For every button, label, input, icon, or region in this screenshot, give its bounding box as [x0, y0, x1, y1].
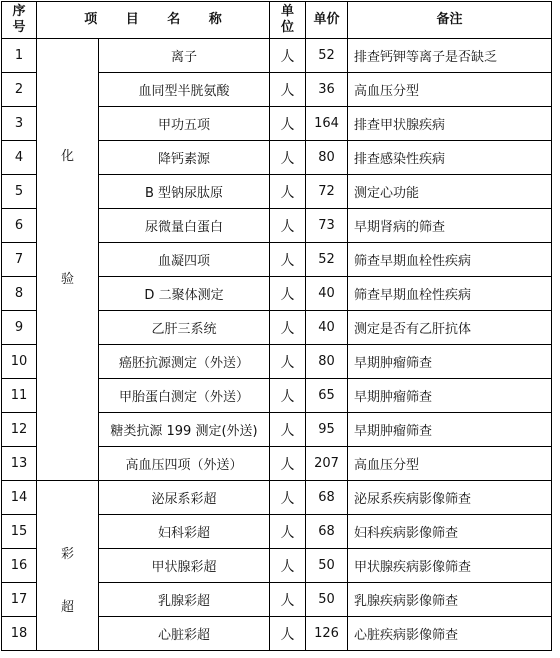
price-cell: 126: [306, 617, 348, 651]
price-cell: 40: [306, 277, 348, 311]
item-name: 糖类抗源 199 测定(外送): [99, 413, 270, 447]
note-cell: 高血压分型: [348, 73, 552, 107]
note-cell: 早期肿瘤筛查: [348, 345, 552, 379]
unit-cell: 人: [270, 175, 306, 209]
price-cell: 50: [306, 549, 348, 583]
category-char: 超: [60, 599, 74, 615]
note-cell: 甲状腺疾病影像筛查: [348, 549, 552, 583]
item-name: 离子: [99, 39, 270, 73]
item-name: 高血压四项（外送）: [99, 447, 270, 481]
item-name: 乙肝三系统: [99, 311, 270, 345]
row-number: 17: [2, 583, 37, 617]
unit-cell: 人: [270, 141, 306, 175]
item-name: B 型钠尿肽原: [99, 175, 270, 209]
item-name: 血同型半胱氨酸: [99, 73, 270, 107]
note-cell: 测定心功能: [348, 175, 552, 209]
price-table: [1, 1, 552, 651]
row-number: 15: [2, 515, 37, 549]
note-cell: 筛查早期血栓性疾病: [348, 277, 552, 311]
unit-cell: 人: [270, 277, 306, 311]
note-cell: 泌尿系疾病影像筛查: [348, 481, 552, 515]
price-cell: 52: [306, 243, 348, 277]
price-cell: 73: [306, 209, 348, 243]
row-number: 1: [2, 39, 37, 73]
row-number: 11: [2, 379, 37, 413]
price-cell: 36: [306, 73, 348, 107]
item-name: D 二聚体测定: [99, 277, 270, 311]
price-cell: 80: [306, 345, 348, 379]
unit-cell: 人: [270, 311, 306, 345]
unit-cell: 人: [270, 413, 306, 447]
row-number: 18: [2, 617, 37, 651]
note-cell: 排查甲状腺疾病: [348, 107, 552, 141]
item-name: 血凝四项: [99, 243, 270, 277]
note-cell: 排查钙钾等离子是否缺乏: [348, 39, 552, 73]
price-cell: 95: [306, 413, 348, 447]
row-number: 5: [2, 175, 37, 209]
price-cell: 72: [306, 175, 348, 209]
unit-cell: 人: [270, 39, 306, 73]
table-row: [2, 481, 552, 515]
table-body: [2, 39, 552, 651]
price-cell: 65: [306, 379, 348, 413]
header-no: [2, 2, 37, 39]
category-label: [37, 145, 98, 287]
unit-cell: 人: [270, 583, 306, 617]
note-cell: 早期肿瘤筛查: [348, 413, 552, 447]
unit-cell: 人: [270, 379, 306, 413]
row-number: 16: [2, 549, 37, 583]
unit-cell: 人: [270, 617, 306, 651]
unit-cell: 人: [270, 209, 306, 243]
item-name: 心脏彩超: [99, 617, 270, 651]
category-label: [37, 543, 98, 615]
header-note: 备注: [348, 2, 552, 39]
note-cell: 早期肿瘤筛查: [348, 379, 552, 413]
row-number: 4: [2, 141, 37, 175]
row-number: 7: [2, 243, 37, 277]
table-header-row: [2, 2, 552, 39]
note-cell: 测定是否有乙肝抗体: [348, 311, 552, 345]
item-name: 妇科彩超: [99, 515, 270, 549]
unit-cell: 人: [270, 549, 306, 583]
price-cell: 207: [306, 447, 348, 481]
header-item: 项 目 名 称: [37, 2, 270, 39]
header-no-text: 序号: [12, 4, 26, 35]
note-cell: 早期肾病的筛查: [348, 209, 552, 243]
price-cell: 68: [306, 515, 348, 549]
price-cell: 40: [306, 311, 348, 345]
unit-cell: 人: [270, 243, 306, 277]
unit-cell: 人: [270, 447, 306, 481]
price-cell: 52: [306, 39, 348, 73]
item-name: 癌胚抗源测定（外送）: [99, 345, 270, 379]
unit-cell: 人: [270, 345, 306, 379]
row-number: 8: [2, 277, 37, 311]
table-row: [2, 39, 552, 73]
row-number: 6: [2, 209, 37, 243]
category-char: 彩: [60, 546, 74, 562]
price-cell: 50: [306, 583, 348, 617]
row-number: 9: [2, 311, 37, 345]
note-cell: 高血压分型: [348, 447, 552, 481]
category-ultrasound: [37, 481, 99, 651]
row-number: 10: [2, 345, 37, 379]
note-cell: 心脏疾病影像筛查: [348, 617, 552, 651]
item-name: 降钙素源: [99, 141, 270, 175]
header-unit: [270, 2, 306, 39]
unit-cell: 人: [270, 515, 306, 549]
category-lab: [37, 39, 99, 481]
row-number: 12: [2, 413, 37, 447]
note-cell: 妇科疾病影像筛查: [348, 515, 552, 549]
note-cell: 乳腺疾病影像筛查: [348, 583, 552, 617]
unit-cell: 人: [270, 73, 306, 107]
row-number: 3: [2, 107, 37, 141]
unit-cell: 人: [270, 481, 306, 515]
item-name: 尿微量白蛋白: [99, 209, 270, 243]
header-price: 单价: [306, 2, 348, 39]
category-char: 验: [60, 271, 74, 287]
price-cell: 80: [306, 141, 348, 175]
row-number: 14: [2, 481, 37, 515]
note-cell: 排查感染性疾病: [348, 141, 552, 175]
item-name: 乳腺彩超: [99, 583, 270, 617]
note-cell: 筛查早期血栓性疾病: [348, 243, 552, 277]
row-number: 2: [2, 73, 37, 107]
category-char: 化: [60, 148, 74, 164]
row-number: 13: [2, 447, 37, 481]
price-cell: 68: [306, 481, 348, 515]
unit-cell: 人: [270, 107, 306, 141]
item-name: 甲胎蛋白测定（外送）: [99, 379, 270, 413]
header-unit-text: 单位: [280, 4, 294, 35]
item-name: 泌尿系彩超: [99, 481, 270, 515]
price-cell: 164: [306, 107, 348, 141]
item-name: 甲状腺彩超: [99, 549, 270, 583]
item-name: 甲功五项: [99, 107, 270, 141]
